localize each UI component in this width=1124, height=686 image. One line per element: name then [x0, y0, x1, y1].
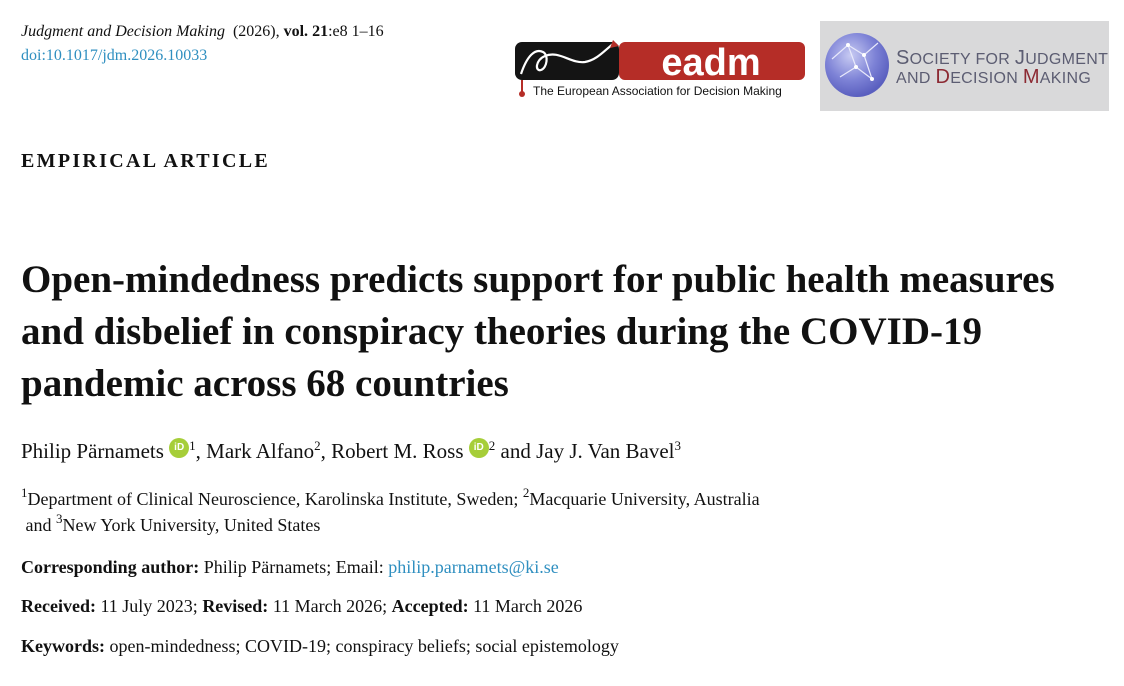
orcid-icon[interactable]: iD	[469, 438, 489, 458]
journal-title: Judgment and Decision Making	[21, 23, 225, 40]
journal-year: (2026),	[232, 23, 280, 40]
author-affiliation-mark: 3	[674, 438, 682, 453]
received-label: Received:	[21, 596, 96, 616]
article-type: EMPIRICAL ARTICLE	[21, 150, 270, 172]
author-name[interactable]: Mark Alfano	[206, 439, 315, 463]
email-label: Email:	[335, 557, 384, 577]
author-name[interactable]: Philip Pärnamets	[21, 439, 164, 463]
author-name[interactable]: Robert M. Ross	[331, 439, 464, 463]
affiliation-connector: and	[25, 515, 56, 535]
author-affiliation-mark: 2	[488, 438, 496, 453]
author-separator: ,	[195, 439, 207, 463]
volume-label: vol.	[283, 23, 309, 40]
revised-label: Revised:	[202, 596, 269, 616]
affiliation-number: 2	[522, 485, 530, 500]
author-affiliation-mark: 2	[314, 438, 321, 453]
corresponding-label: Corresponding author:	[21, 557, 200, 577]
journal-citation	[21, 22, 384, 42]
article-dates	[21, 594, 582, 618]
affiliation-number: 1	[21, 485, 28, 500]
keywords-text: open-mindedness; COVID-19; conspiracy beliefs; social epistemology	[109, 636, 619, 656]
sjdm-globe-icon	[820, 21, 890, 111]
received-date: 11 July 2023;	[100, 596, 198, 616]
affiliation-text: Macquarie University, Australia	[529, 489, 760, 509]
sjdm-logo[interactable]	[820, 21, 1109, 111]
article-number: :e8	[328, 23, 348, 40]
author-list	[21, 436, 681, 466]
article-title: Open-mindedness predicts support for public health measures and disbelief in conspiracy theories during the COVID-19 pandemic across 68 countries	[21, 258, 1055, 405]
author-affiliation-mark: 1	[189, 438, 196, 453]
affiliation-text: New York University, United States	[62, 515, 321, 535]
corresponding-name: Philip Pärnamets;	[203, 557, 332, 577]
author-name[interactable]: Jay J. Van Bavel	[536, 439, 675, 463]
email-link[interactable]: philip.parnamets@ki.se	[388, 557, 559, 577]
sjdm-name-line2: AND DECISION MAKING	[896, 66, 1092, 88]
orcid-icon[interactable]: iD	[169, 438, 189, 458]
eadm-wordmark: eadm	[661, 42, 761, 84]
affiliation-number: 3	[56, 511, 63, 526]
accepted-date: 11 March 2026	[473, 596, 583, 616]
author-separator: and	[495, 439, 537, 463]
volume-number: 21	[312, 23, 329, 40]
sjdm-name-line1: SOCIETY FOR JUDGMENT	[896, 47, 1109, 69]
page-range: 1–16	[351, 23, 384, 40]
eadm-tagline: The European Association for Decision Making	[533, 84, 782, 98]
doi-link[interactable]: doi:10.1017/jdm.2026.10033	[21, 47, 208, 64]
revised-date: 11 March 2026;	[272, 596, 388, 616]
keywords-label: Keywords:	[21, 636, 105, 656]
accepted-label: Accepted:	[391, 596, 469, 616]
eadm-logo[interactable]	[515, 38, 807, 102]
author-separator: ,	[320, 439, 332, 463]
corresponding-author	[21, 555, 559, 579]
keywords	[21, 634, 619, 658]
affiliations	[21, 486, 1021, 538]
affiliation-text: Department of Clinical Neuroscience, Karolinska Institute, Sweden;	[27, 489, 523, 509]
